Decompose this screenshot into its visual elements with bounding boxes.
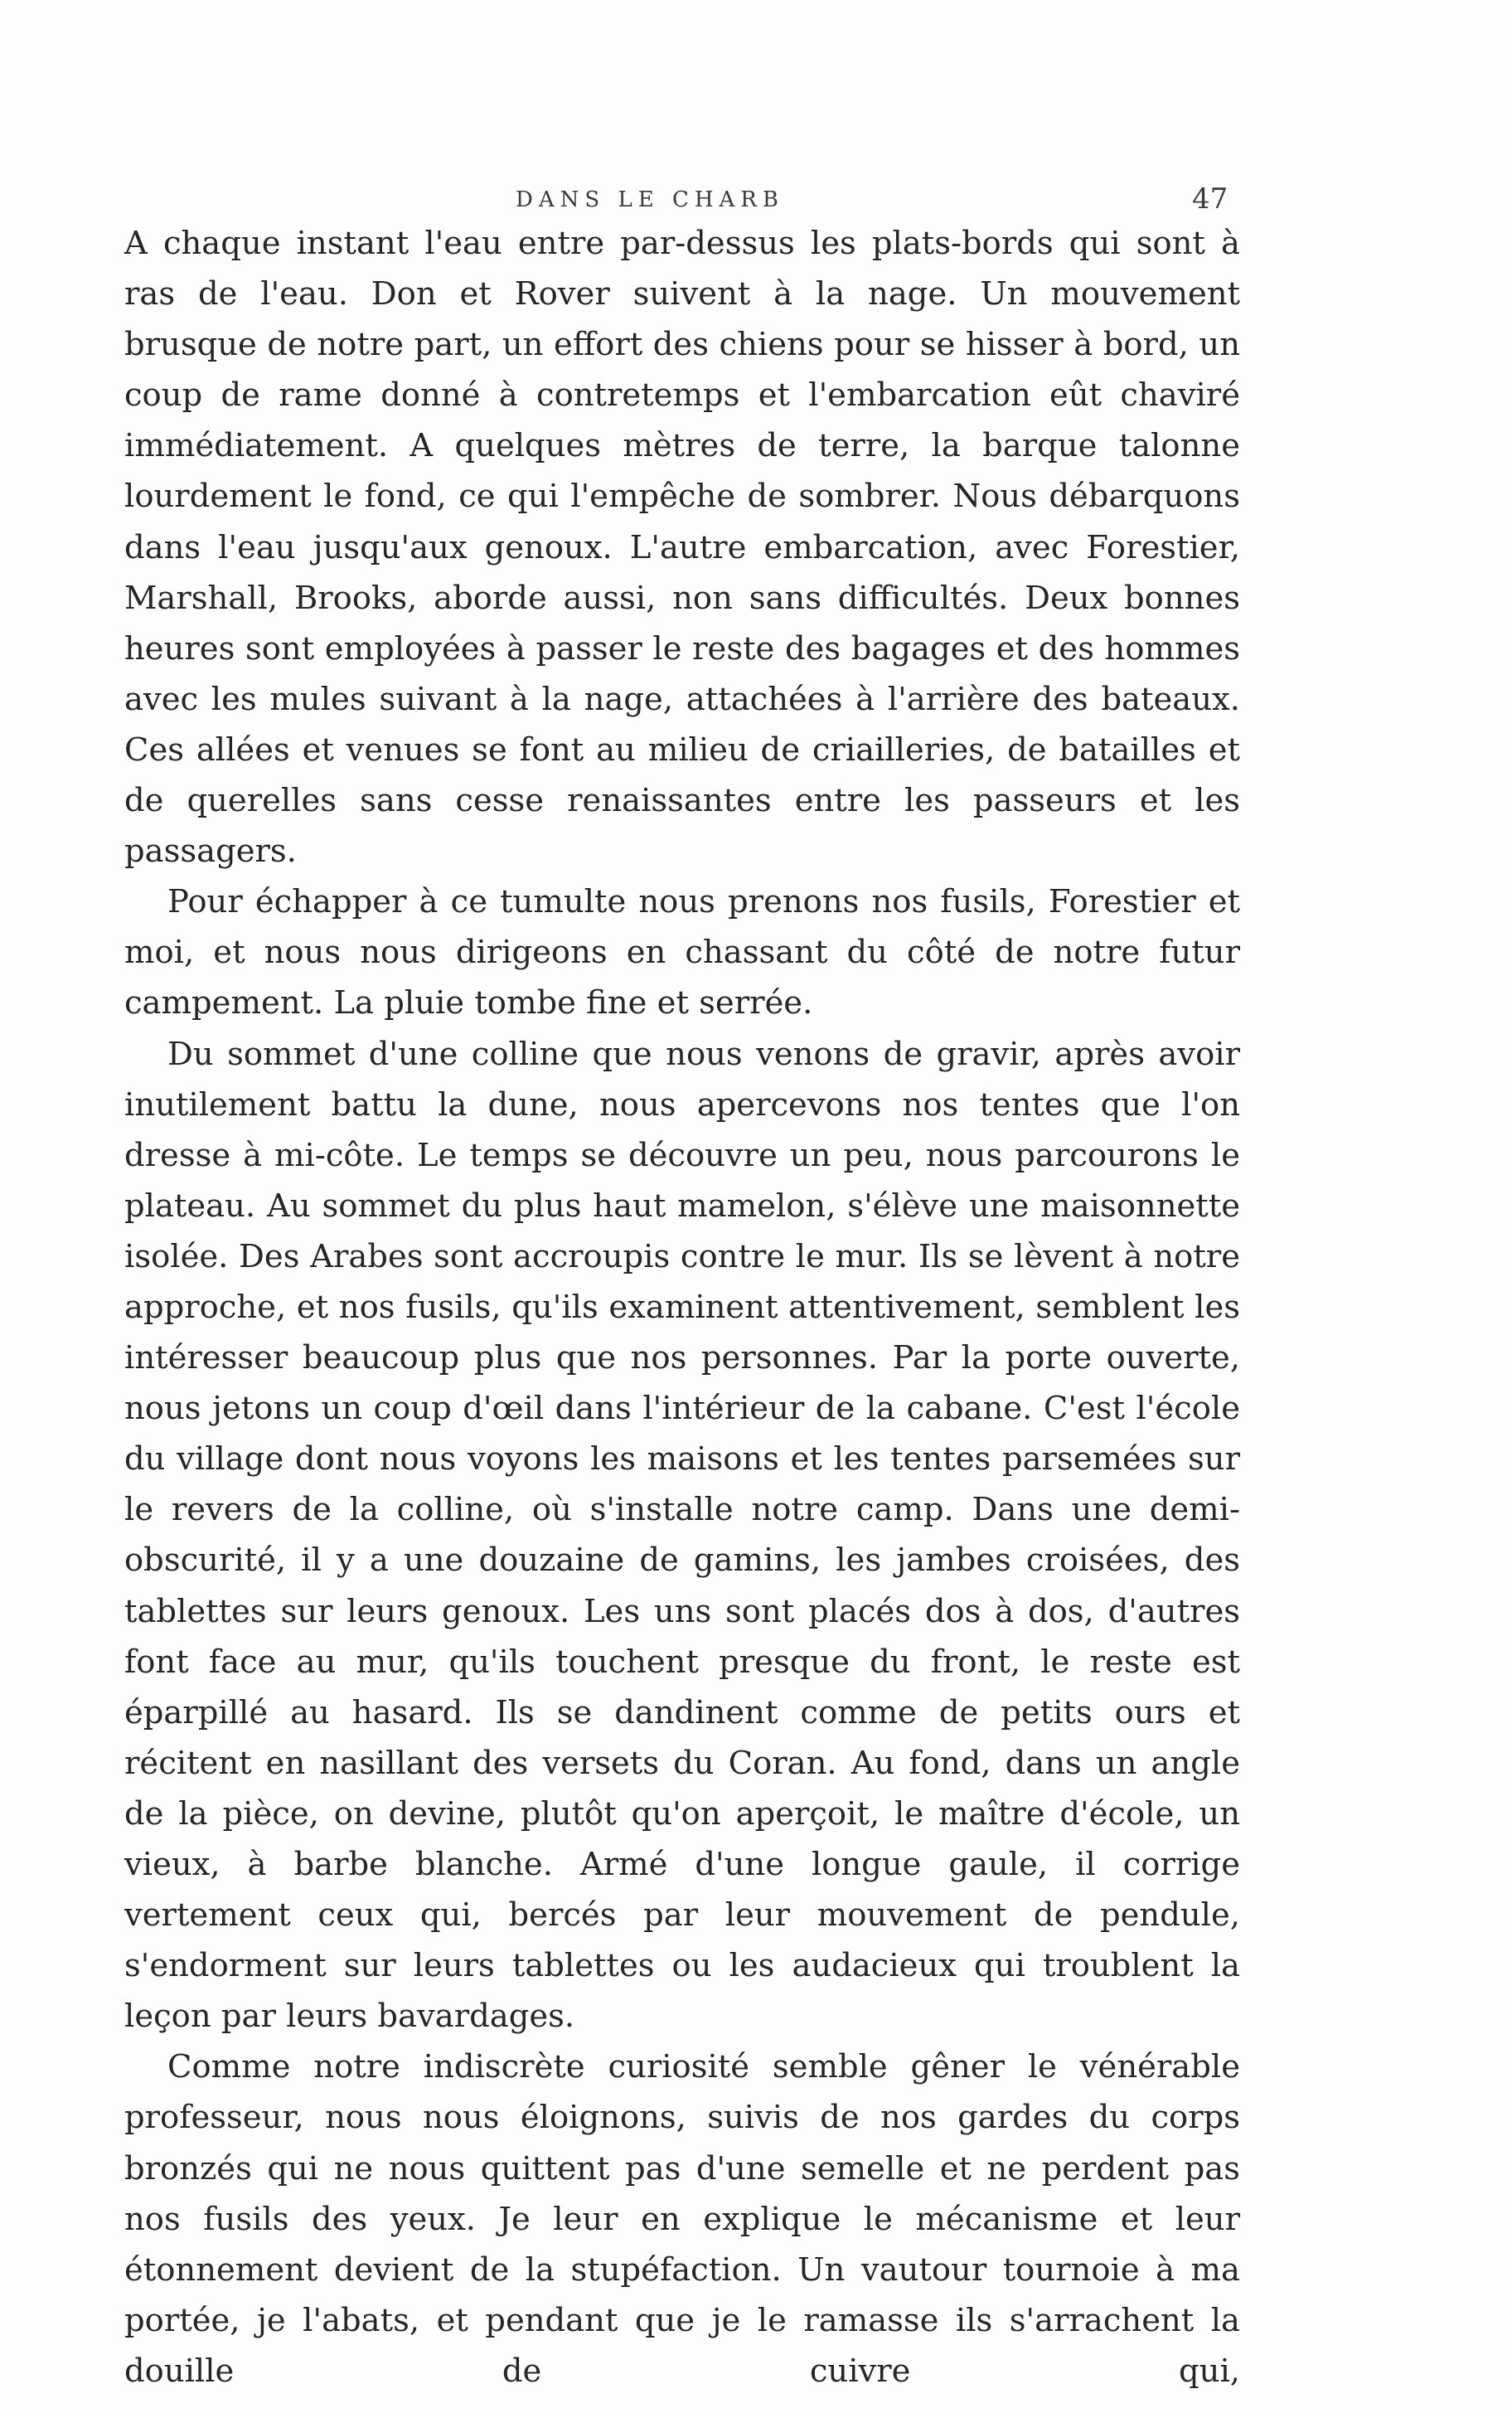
paragraph: Comme notre indiscrète curiosité semble gêner le vénérable professeur, nous nous éloignons, suivis de nos gardes du corps bronzés qui ne nous quittent pas d'une semelle et ne perdent pas nos fusils des yeux. Je leur en explique le mécanisme et leur étonnement devient de la stupéfaction. Un vautour tournoie à ma portée, je l'abats, et pendant que je le ramasse ils s'arrachent la douille de cuivre qui, — [124, 2048, 1240, 2390]
body-text — [124, 218, 1240, 2396]
paragraph: Du sommet d'une colline que nous venons de gravir, après avoir inutilement battu la dune, nous apercevons nos tentes que l'on dresse à mi-côte. Le temps se découvre un peu, nous parcourons le plateau. Au sommet du plus haut mamelon, s'élève une maisonnette isolée. Des Arabes sont accroupis contre le mur. Ils se lèvent à notre approche, et nos fusils, qu'ils examinent attentivement, semblent les intéresser beaucoup plus que nos personnes. Par la porte ouverte, nous jetons un coup d'œil dans l'intérieur de la cabane. C'est l'école du village dont nous voyons les maisons et les tentes parsemées sur le revers de la colline, où s'installe notre camp. Dans une demi-obscurité, il y a une douzaine de gamins, les jambes croisées, des tablettes sur leurs genoux. Les uns sont placés dos à dos, d'autres font face au mur, qu'ils touchent presque du front, le reste est éparpillé au hasard. Ils se dandinent comme de petits ours et récitent en nasillant des versets du Coran. Au fond, dans un angle de la pièce, on devine, plutôt qu'on aperçoit, le maître d'école, un vieux, à barbe blanche. Armé d'une longue gaule, il corrige vertement ceux qui, bercés par leur mouvement de pendule, s'endorment sur leurs tablettes ou les audacieux qui troublent la leçon par leurs bavardages. — [124, 1035, 1240, 2036]
running-title: DANS LE CHARB — [516, 187, 784, 212]
paragraph: A chaque instant l'eau entre par-dessus les plats-bords qui sont à ras de l'eau. Don et Rover suivent à la nage. Un mouvement brusque de notre part, un effort des chiens pour se hisser à bord, un coup de rame donné à contretemps et l'embarcation eût chaviré immédiatement. A quelques mètres de terre, la barque talonne lourdement le fond, ce qui l'empêche de sombrer. Nous débarquons dans l'eau jusqu'aux genoux. L'autre embarcation, avec Forestier, Marshall, Brooks, aborde aussi, non sans difficultés. Deux bonnes heures sont employées à passer le reste des bagages et des hommes avec les mules suivant à la nage, attachées à l'arrière des bateaux. Ces allées et venues se font au milieu de criailleries, de batailles et de querelles sans cesse renaissantes entre les passeurs et les passagers. — [124, 225, 1240, 871]
paragraph: Pour échapper à ce tumulte nous prenons nos fusils, Forestier et moi, et nous nous dirigeons en chassant du côté de notre futur campement. La pluie tombe fine et serrée. — [124, 883, 1240, 1022]
page-number: 47 — [1192, 182, 1228, 216]
